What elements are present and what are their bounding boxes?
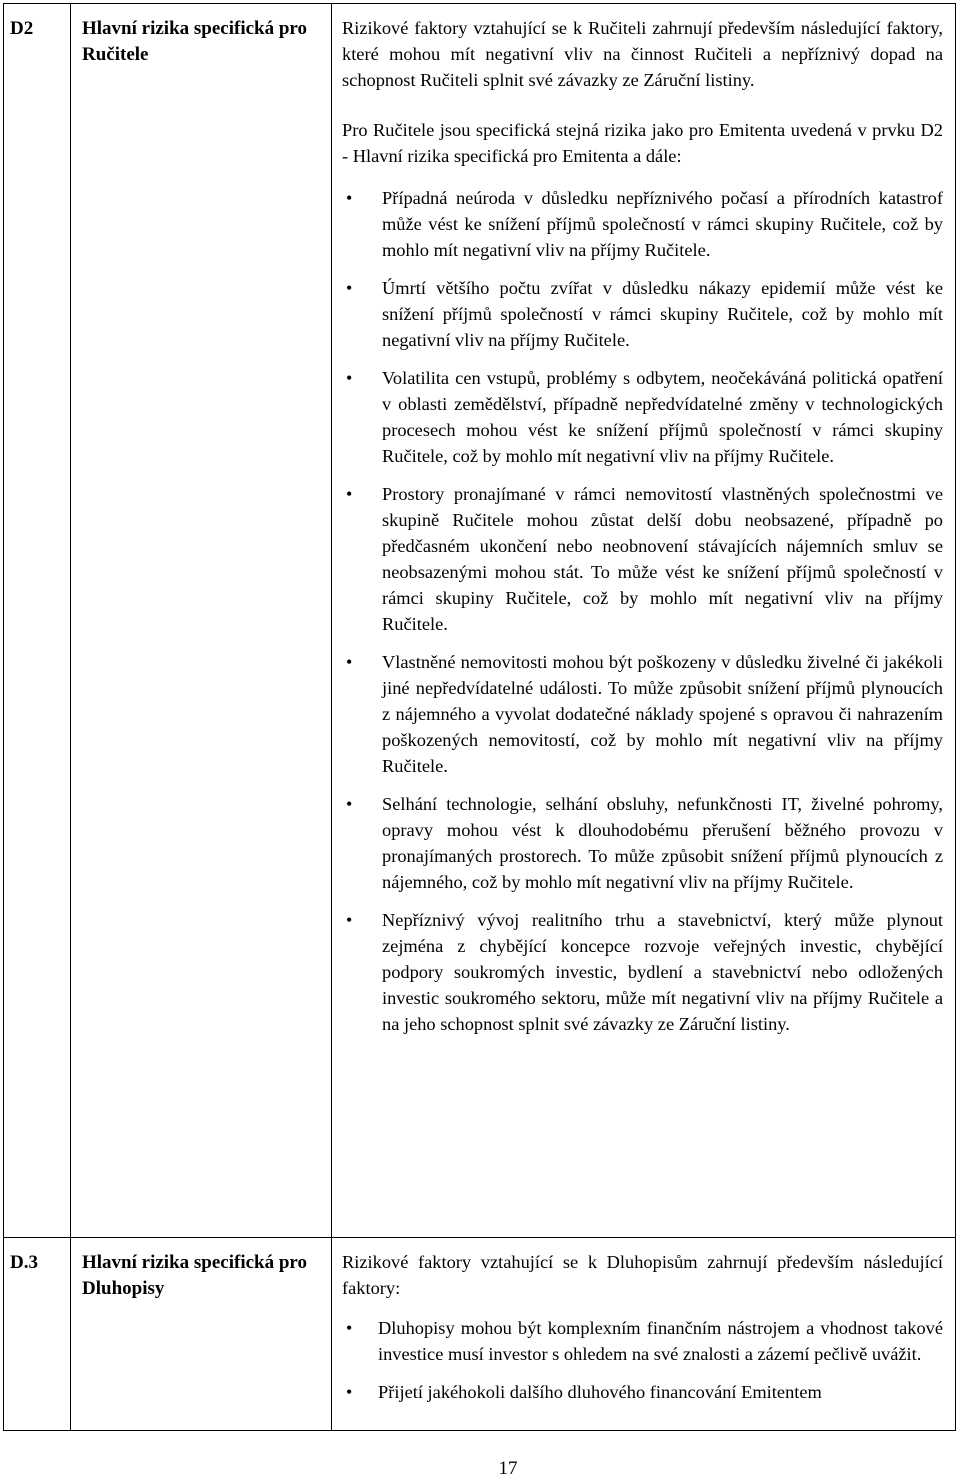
- page-number: 17: [498, 1458, 518, 1479]
- column-divider-2: [331, 4, 332, 1430]
- list-item: • Přijetí jakéhokoli dalšího dluhového financování Emitentem: [342, 1379, 943, 1405]
- section-intro: Rizikové faktory vztahující se k Dluhopisům zahrnují především následující faktory:: [342, 1252, 943, 1298]
- list-item: • Úmrtí většího počtu zvířat v důsledku nákazy epidemií může vést ke snížení příjmů společností v rámci skupiny Ručitele, což by mohlo mít negativní vliv na příjmy Ručitele.: [342, 275, 943, 353]
- section-id-d2: D2: [10, 18, 34, 39]
- section-title-d2: Hlavní rizika specifická pro Ručitele: [82, 18, 308, 65]
- row-divider: [4, 1237, 955, 1238]
- list-item: • Selhání technologie, selhání obsluhy, nefunkčnosti IT, živelné pohromy, opravy mohou vést k dlouhodobému přerušení běžného provozu v pronajímaných prostorech. To může způsobit snížení příjmů plynoucích z nájemného, což by mohlo mít negativní vliv na příjmy Ručitele.: [342, 791, 943, 895]
- section-id-d3: D.3: [10, 1252, 38, 1273]
- section-title-d3: Hlavní rizika specifická pro Dluhopisy: [82, 1252, 308, 1299]
- section-intro-2: Pro Ručitele jsou specifická stejná rizika jako pro Emitenta uvedená v prvku D2 - Hlavní rizika specifická pro Emitenta a dále:: [342, 120, 943, 166]
- list-item: • Vlastněné nemovitosti mohou být poškozeny v důsledku živelné či jakékoli jiné nepředvídatelné události. To může způsobit snížení příjmů plynoucích z nájemného a vyvolat dodatečné náklady spojené s opravou či nahrazením poškozených nemovitostí, což by mohlo mít negativní vliv na příjmy Ručitele.: [342, 649, 943, 779]
- section-intro: Rizikové faktory vztahující se k Ručiteli zahrnují především následující faktory, které mohou mít negativní vliv na činnost Ručiteli a nepříznivý dopad na schopnost Ručiteli splnit své závazky ze Záruční listiny.: [342, 18, 943, 90]
- column-divider-1: [70, 4, 71, 1430]
- list-item: • Případná neúroda v důsledku nepříznivého počasí a přírodních katastrof může vést ke snížení příjmů společností v rámci skupiny Ručitele, což by mohlo mít negativní vliv na příjmy Ručitele.: [342, 185, 943, 263]
- list-item: • Prostory pronajímané v rámci nemovitostí vlastněných společnostmi ve skupině Ručitele mohou zůstat delší dobu neobsazené, případně po předčasném ukončení nebo neobnovení stávajících nájemních smluv se neobsazenými mohou stát. To může vést ke snížení příjmů společností v rámci skupiny Ručitele, což by mohlo mít negativní vliv na příjmy Ručitele.: [342, 481, 943, 637]
- risk-list: [342, 1315, 943, 1405]
- section-content-d3: [342, 1249, 943, 1405]
- section-content-d2: [342, 15, 943, 1037]
- list-item: • Nepříznivý vývoj realitního trhu a stavebnictví, který může plynout zejména z chybějící koncepce rozvoje veřejných investic, chybějící podpory soukromých investic, bydlení a stavebnictví nebo odložených investic soukromého sektoru, může mít negativní vliv na příjmy Ručitele a na jeho schopnost splnit své závazky ze Záruční listiny.: [342, 907, 943, 1037]
- list-item: • Dluhopisy mohou být komplexním finančním nástrojem a vhodnost takové investice musí investor s ohledem na své znalosti a zázemí pečlivě uvážit.: [342, 1315, 943, 1367]
- risk-list: [342, 185, 943, 1037]
- list-item: • Volatilita cen vstupů, problémy s odbytem, neočekáváná politická opatření v oblasti zemědělství, případně nepředvídatelné změny v technologických procesech mohou vést ke snížení příjmů společností v rámci skupiny Ručitele, což by mohlo mít negativní vliv na příjmy Ručitele.: [342, 365, 943, 469]
